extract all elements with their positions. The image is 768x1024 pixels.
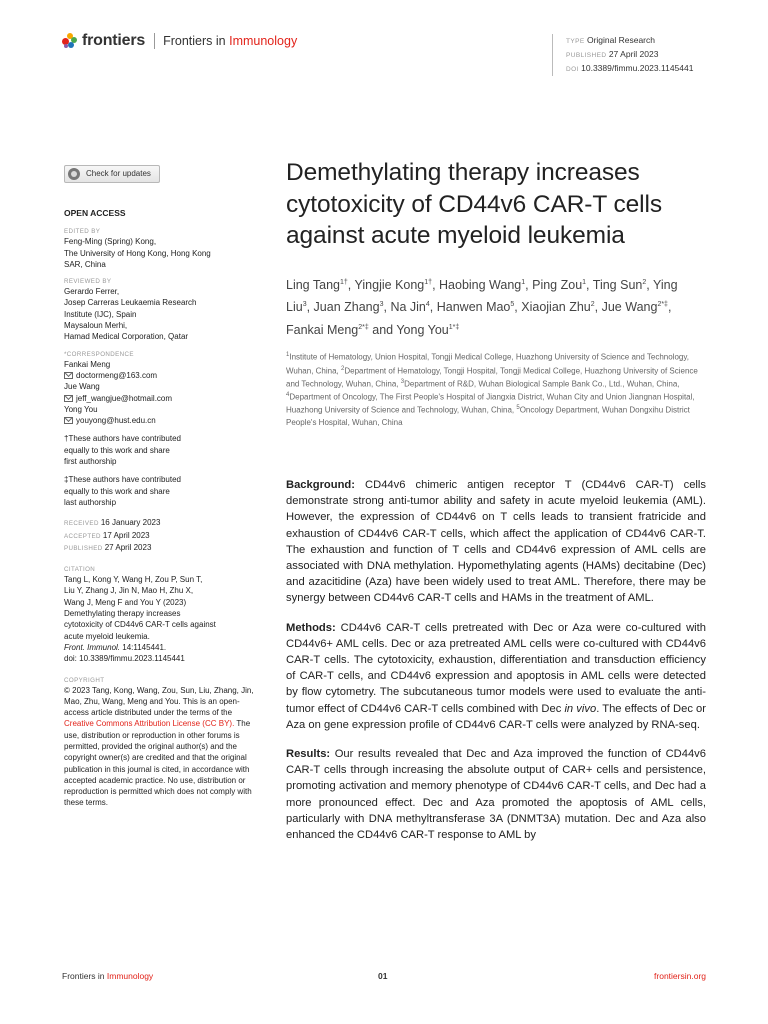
abstract-background bbox=[286, 477, 706, 607]
author-affiliation-mark: 1 bbox=[521, 278, 526, 286]
author-name[interactable]: Ping Zou bbox=[532, 277, 583, 292]
citation-doi[interactable]: doi: 10.3389/fimmu.2023.1145441 bbox=[64, 654, 185, 664]
copyright-label: COPYRIGHT bbox=[64, 676, 105, 684]
author-name[interactable]: Ying Liu bbox=[286, 277, 678, 315]
page-header bbox=[62, 30, 712, 73]
abstract-methods bbox=[286, 620, 706, 733]
background-text: CD44v6 chimeric antigen receptor T (CD44v6 CAR-T) cells demonstrate strong anti-tumor ability and safety in acute myeloid leukemia (AML). However, the expression of CD44v6 on T cells leads to transient fratricide and exhaustion of CD44v6 CAR-T cells, which affect the application of CD44v6 CAR-T. The exhaustion and function of T cells and CD44v6 expression of AML cells are associated with DNA methylation. Hypomethylating agents (HAMs) decitabine (Dec) and azacitidine (Aza) have been widely used to treat AML. Therefore, there may be synergy between CD44v6 CAR-T cells and HAMs in the treatment of AML. bbox=[286, 479, 706, 605]
author-name[interactable]: Ling Tang bbox=[286, 277, 340, 292]
article-title: Demethylating therapy increases cytotoxicity of CD44v6 CAR-T cells against acute myeloid leukemia bbox=[286, 159, 663, 249]
contact-email-link[interactable]: youyong@hust.edu.cn bbox=[76, 416, 156, 426]
affiliation-mark: 1 bbox=[286, 352, 290, 359]
contact-email-row bbox=[64, 415, 254, 426]
editor-info: Feng-Ming (Spring) Kong, The University of Hong Kong, Hong Kong SAR, China bbox=[64, 237, 211, 269]
received-label: RECEIVED bbox=[64, 520, 99, 528]
contact-name: Yong You bbox=[64, 404, 98, 414]
mail-icon bbox=[64, 417, 73, 424]
contact-name: Fankai Meng bbox=[64, 359, 111, 369]
contact-email-link[interactable]: doctormeng@163.com bbox=[76, 370, 158, 380]
published-row bbox=[566, 48, 693, 62]
page-footer bbox=[62, 971, 706, 981]
author-name[interactable]: Juan Zhang bbox=[313, 300, 380, 315]
contact-email-row bbox=[64, 393, 254, 404]
citation-label: CITATION bbox=[64, 566, 96, 574]
footer-journal bbox=[62, 971, 153, 981]
author-name[interactable]: Na Jin bbox=[390, 300, 426, 315]
author-affiliation-mark: 2*‡ bbox=[358, 323, 369, 331]
mail-icon bbox=[64, 372, 73, 379]
accepted-date: 17 April 2023 bbox=[102, 530, 150, 540]
brand-name: frontiers bbox=[82, 32, 146, 49]
author-name[interactable]: Yingjie Kong bbox=[354, 277, 425, 292]
accepted-label: ACCEPTED bbox=[64, 532, 101, 540]
author-affiliation-mark: 1 bbox=[582, 278, 587, 286]
author-name[interactable]: Ting Sun bbox=[592, 277, 643, 292]
first-authorship-note: †These authors have contributed equally to this work and share first authorship bbox=[64, 434, 181, 467]
contact-email-row bbox=[64, 370, 254, 381]
frontiers-logo-icon bbox=[62, 33, 78, 49]
correspondence-list bbox=[64, 359, 254, 427]
author-list: Ling Tang$^{1\dagger}$, Yingjie Kong$^{1\dagger}$, Haobing Wang$^1$, Ping Zou$^1$, Ting Sun$^2$, Ying Liu$^3$, Juan Zhang$^3$, Na Jin$^4$, Hanwen Mao$^5$, Xiaojian Zhu$^2$, Jue Wang$^{2*\ddagger}$, Fankai Meng$^{2*\ddagger}$ and Yong You$^{1*\ddagger}$ bbox=[286, 277, 678, 337]
reviewer-info: Gerardo Ferrer, Josep Carreras Leukaemia Research Institute (IJC), Spain Maysaloun Merhi, Hamad Medical Corporation, Qatar bbox=[64, 287, 197, 342]
reviewed-by-label: REVIEWED BY bbox=[64, 278, 112, 286]
published-value: 27 April 2023 bbox=[608, 49, 659, 59]
author-affiliation-mark: 2*‡ bbox=[657, 301, 668, 309]
author-affiliation-mark: 2 bbox=[642, 278, 647, 286]
journal-prefix: Frontiers in bbox=[163, 34, 230, 48]
received-date: 16 January 2023 bbox=[100, 518, 161, 528]
author-affiliation-mark: 1† bbox=[424, 278, 433, 286]
cc-by-license-link[interactable]: Creative Commons Attribution License (CC BY). bbox=[64, 719, 235, 729]
author-affiliation-mark: 3 bbox=[302, 301, 307, 309]
author-affiliation-mark: 3 bbox=[379, 301, 384, 309]
frontiers-logo[interactable] bbox=[62, 32, 297, 50]
article-dates bbox=[64, 517, 254, 554]
journal-title: Immunology bbox=[229, 34, 298, 48]
affiliation-text: Department of Hematology, Tongji Hospital, Tongji Medical College, Huazhong University of Science and Technology, Wuhan, China, bbox=[286, 366, 698, 389]
author-name[interactable]: Jue Wang bbox=[601, 300, 658, 315]
affiliation-mark: 5 bbox=[516, 405, 520, 412]
affiliation-mark: 4 bbox=[286, 392, 290, 399]
correspondence-label: *CORRESPONDENCE bbox=[64, 350, 134, 358]
affiliation-text: Institute of Hematology, Union Hospital, Tongji Medical College, Huazhong University of Science and Technology, Wuhan, China, bbox=[286, 353, 689, 376]
doi-row bbox=[566, 62, 693, 76]
doi-link[interactable]: 10.3389/fimmu.2023.1145441 bbox=[581, 63, 694, 73]
methods-text-cont: . The effects of Dec or Aza on gene expression profile of CD44v6 CAR-T cells were analyzed by RNA-seq. bbox=[286, 702, 707, 731]
methods-text: CD44v6 CAR-T cells pretreated with Dec or Aza were co-cultured with CD44v6+ AML cells. Dec or aza pretreated AML cells were co-cultured with CD44v6 CAR-T cells. The cytotoxicity, exhaustion, differentiation and transduction efficiency of CAR-T cells, and CD44v6 expression and apoptosis in AML cells were detected by flow cytometry. The subcutaneous tumor models were used to evaluate the anti-tumor effect of CD44v6 CAR-T cells combined with Dec bbox=[286, 621, 706, 715]
author-affiliation-mark: 2 bbox=[590, 301, 595, 309]
check-for-updates-button[interactable] bbox=[64, 165, 160, 183]
received-row bbox=[64, 517, 254, 529]
check-for-updates-label: Check for updates bbox=[86, 169, 151, 179]
author-name[interactable]: Haobing Wang bbox=[439, 277, 522, 292]
affiliation-text: Department of R&D, Wuhan Biological Sample Bank Co., Ltd., Wuhan, China, bbox=[404, 379, 680, 389]
footer-journal-prefix: Frontiers in bbox=[62, 971, 107, 981]
contact-email-link[interactable]: jeff_wangjue@hotmail.com bbox=[76, 393, 173, 403]
author-name[interactable]: Yong You bbox=[396, 322, 449, 337]
mail-icon bbox=[64, 395, 73, 402]
affiliation-mark: 2 bbox=[341, 365, 345, 372]
author-name[interactable]: Fankai Meng bbox=[286, 322, 359, 337]
methods-italic-text: in vivo bbox=[564, 702, 597, 715]
published-date-row bbox=[64, 542, 254, 554]
background-heading: Background: bbox=[286, 479, 355, 491]
methods-heading: Methods: bbox=[286, 621, 336, 634]
citation-journal: Front. Immunol. bbox=[64, 642, 121, 652]
footer-site-link[interactable]: frontiersin.org bbox=[654, 971, 706, 981]
accepted-row bbox=[64, 530, 254, 542]
author-affiliation-mark: 4 bbox=[425, 301, 430, 309]
edited-by-label: EDITED BY bbox=[64, 228, 101, 236]
copyright-text bbox=[64, 685, 254, 809]
article-main bbox=[286, 157, 706, 428]
journal-name bbox=[163, 34, 297, 48]
author-name[interactable]: Hanwen Mao bbox=[436, 300, 511, 315]
copyright-intro: © 2023 Tang, Kong, Wang, Zou, Sun, Liu, Zhang, Jin, Mao, Zhu, Wang, Meng and You. This is an open-access article distributed under the terms of the bbox=[64, 685, 254, 718]
open-access-label: OPEN ACCESS bbox=[64, 208, 126, 218]
citation-journal-row bbox=[64, 642, 254, 653]
affiliation-text: Department of Oncology, The First People's Hospital of Jiangxia District, Wuhan City and Union Jiangnan Hospital, Huazhong University of Science and Technology, Wuhan, China, bbox=[286, 392, 695, 416]
results-text: Our results revealed that Dec and Aza improved the function of CD44v6 CAR-T cells through increasing the absolute output of CAR+ cells and persistence, promoting activation and memory phenotype of CD44v6 CAR-T cells, and Dec had a more pronounced effect. Dec and Aza promoted the apoptosis of AML cells, particularly with DNA methyltransferase 3A (DNMT3A) mutation. Dec and Aza also enhanced the CD44v6 CAR-T response to AML by bbox=[286, 748, 706, 842]
logo-divider bbox=[154, 33, 155, 49]
article-meta bbox=[552, 34, 693, 76]
affiliation-text: Oncology Department, Wuhan Dongxihu District People's Hospital, Wuhan, China bbox=[286, 406, 690, 427]
doi-label: DOI bbox=[566, 66, 579, 73]
last-authorship-note: ‡These authors have contributed equally to this work and share last authorship bbox=[64, 475, 181, 507]
citation-text: Tang L, Kong Y, Wang H, Zou P, Sun T, Liu Y, Zhang J, Jin N, Mao H, Zhu X, Wang J, Meng F and You Y (2023) Demethylating therapy increases cytotoxicity of CD44v6 CAR-T cells against acute myeloid leukemia. bbox=[64, 575, 216, 641]
page-number: 01 bbox=[378, 971, 388, 981]
type-value: Original Research bbox=[586, 35, 655, 45]
article-type-row bbox=[566, 34, 693, 48]
results-heading: Results: bbox=[286, 748, 331, 761]
copyright-terms: The use, distribution or reproduction in other forums is permitted, provided the original author(s) and the copyright owner(s) are credited and that the original publication in this journal is cited, in accordance with accepted academic practice. No use, distribution or reproduction is permitted which does not comply with these terms. bbox=[64, 719, 252, 808]
author-affiliation-mark: 1*‡ bbox=[448, 323, 460, 331]
article-sidebar bbox=[64, 165, 254, 809]
author-affiliation-mark: 5 bbox=[510, 301, 515, 309]
citation-volume: 14:1145441. bbox=[120, 642, 167, 652]
published-date-label: PUBLISHED bbox=[64, 544, 103, 552]
published-label: PUBLISHED bbox=[566, 52, 607, 59]
update-check-icon bbox=[68, 168, 80, 180]
author-name[interactable]: Xiaojian Zhu bbox=[521, 300, 591, 315]
author-affiliation-mark: 1† bbox=[340, 278, 348, 286]
affiliation-mark: 3 bbox=[400, 378, 405, 385]
contact-name: Jue Wang bbox=[64, 382, 100, 392]
abstract-results bbox=[286, 746, 706, 843]
abstract bbox=[286, 477, 706, 856]
footer-journal-name: Immunology bbox=[106, 971, 154, 981]
citation-block bbox=[64, 574, 254, 664]
published-date: 27 April 2023 bbox=[104, 542, 152, 552]
affiliation-list bbox=[286, 350, 706, 428]
type-label: TYPE bbox=[566, 38, 585, 45]
